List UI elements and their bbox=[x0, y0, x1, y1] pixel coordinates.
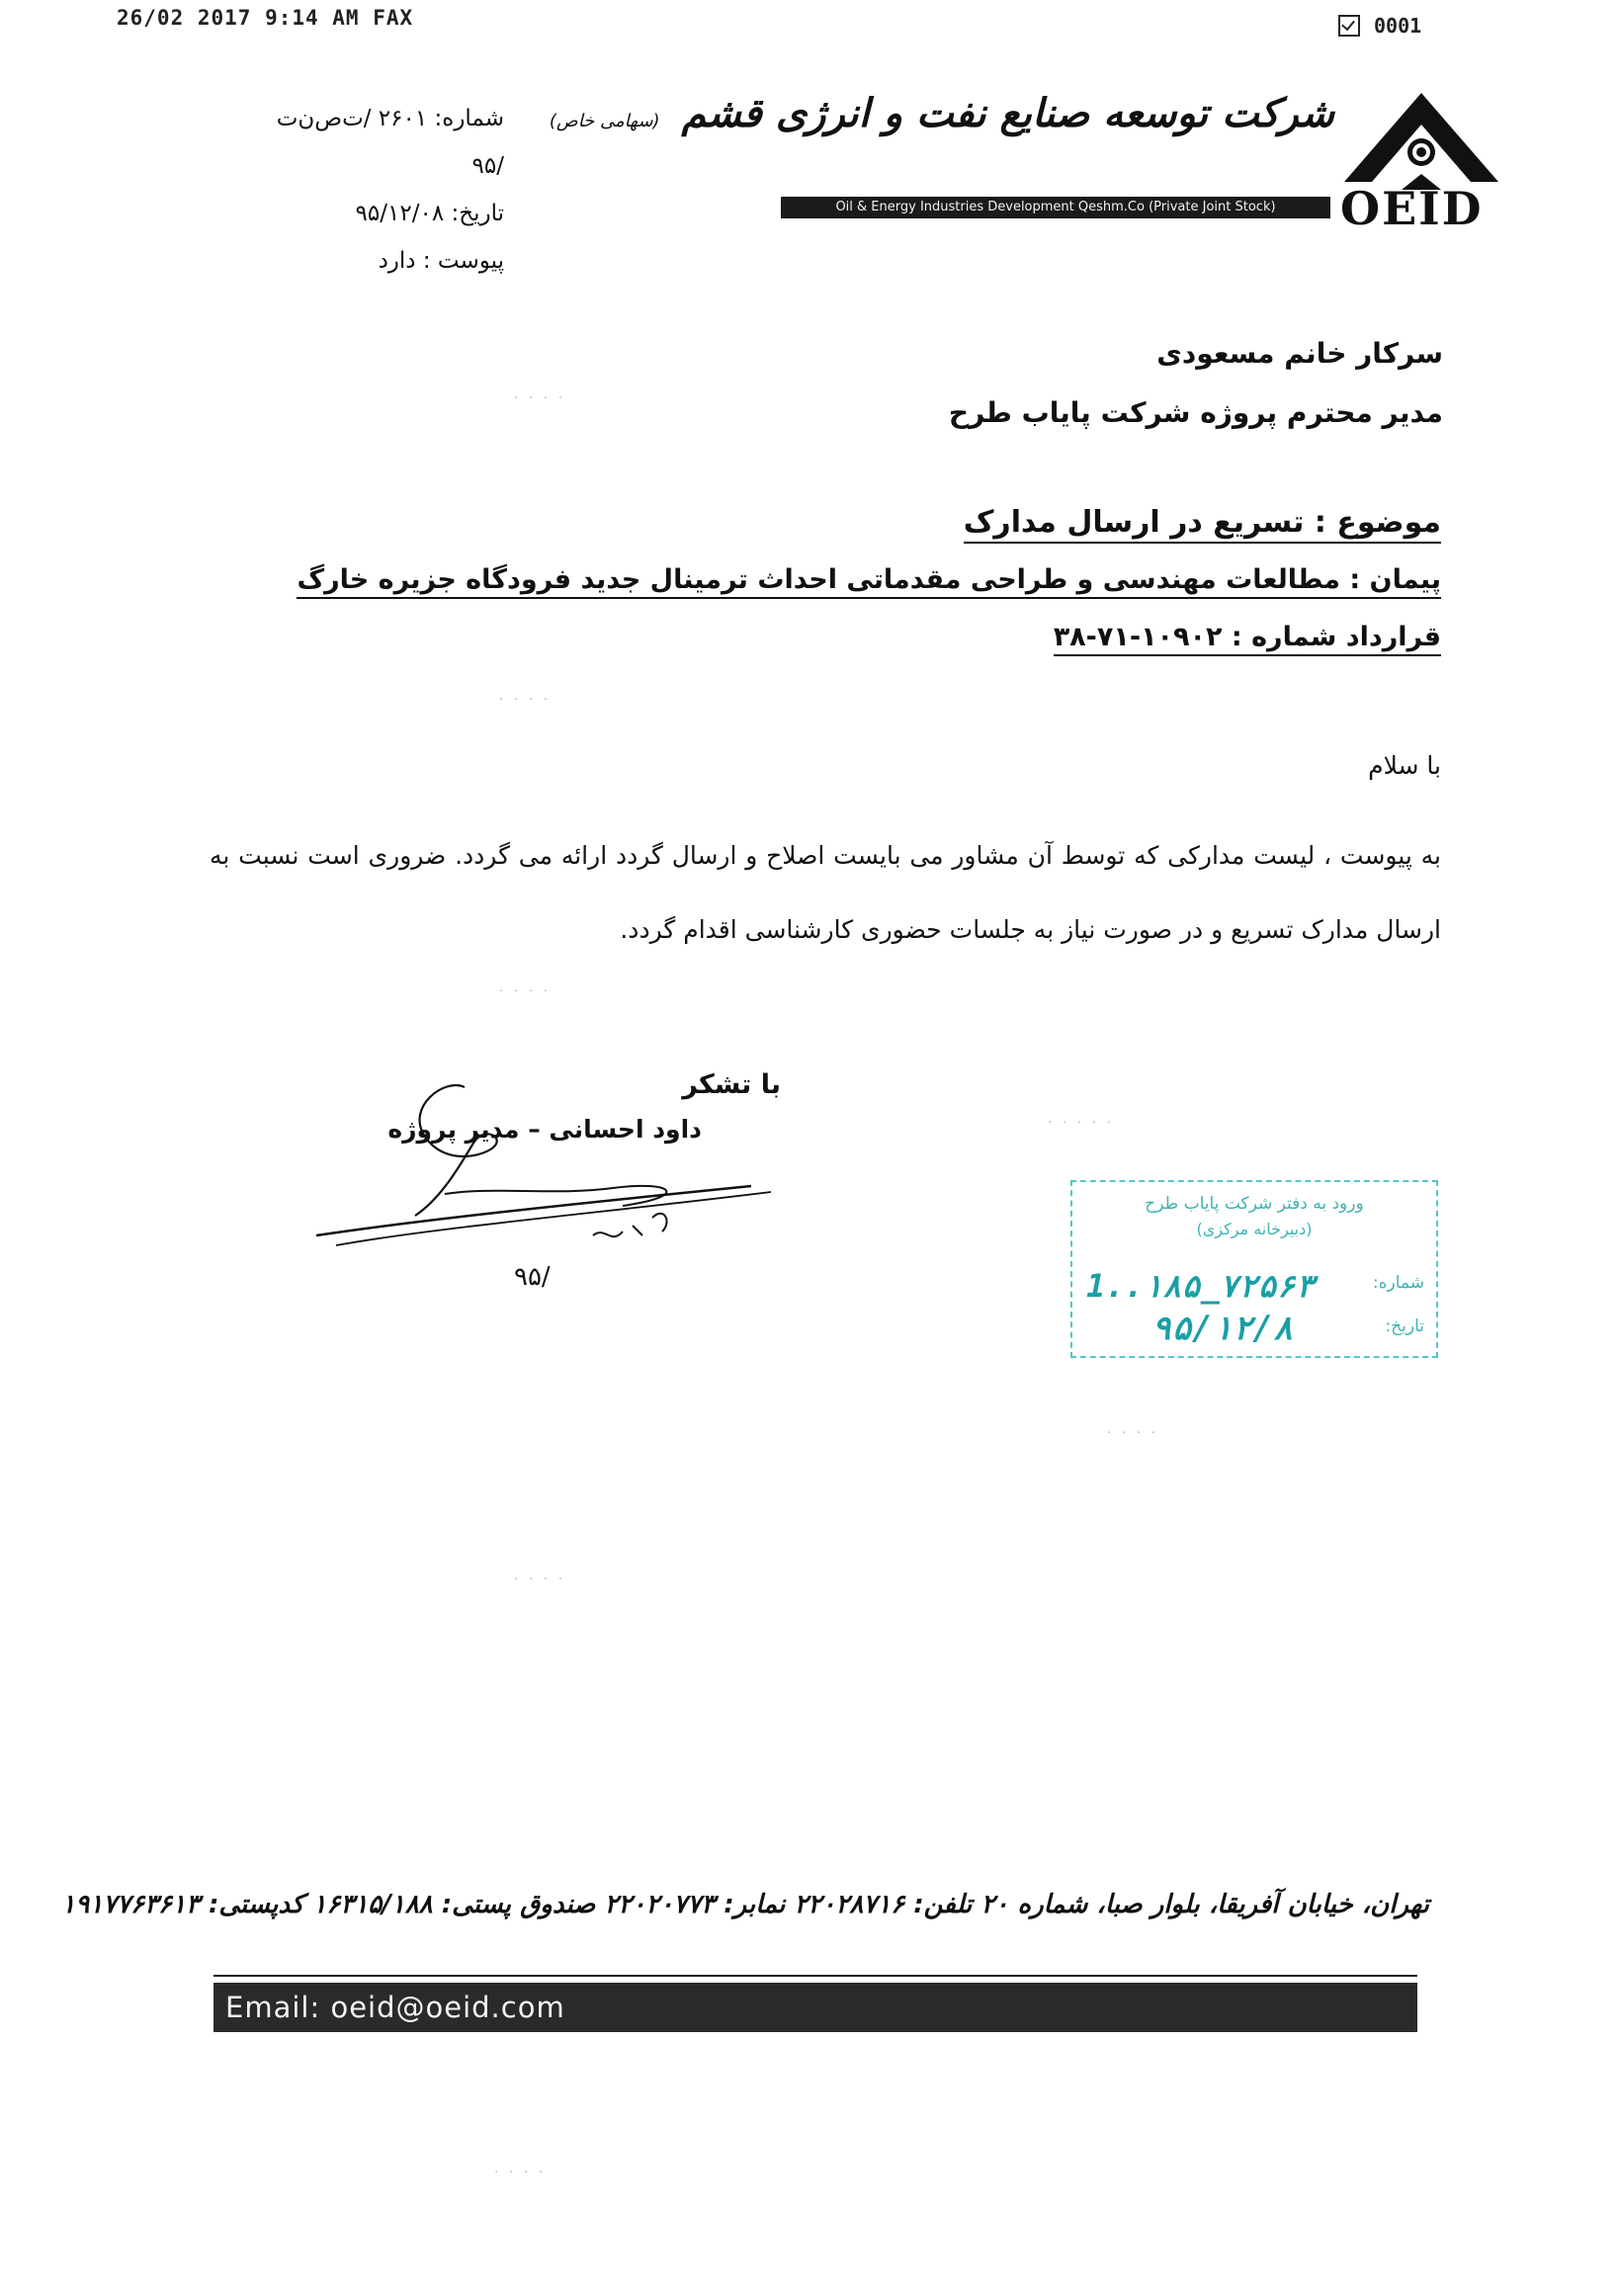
footer-address: تهران، خیابان آفریقا، بلوار صبا، شماره ۲۰ تلفن: ۲۲۰۲۸۷۱۶ نمابر: ۲۲۰۲۰۷۷۳ صندوق پستی: ۱۶۳۱۵/۱۸۸ کدپستی: ۱۹۱۷۷۶۳۶۱۳ bbox=[61, 1890, 1429, 1919]
footer-email-bar bbox=[213, 1983, 1417, 2032]
fax-page-number bbox=[1338, 14, 1421, 38]
scan-noise: · · · · bbox=[514, 1572, 566, 1587]
scan-noise: · · · · bbox=[499, 692, 552, 708]
stamp-number-value: 1..۱۸۵_۷۲۵۶۳ bbox=[1086, 1267, 1316, 1305]
signatory: داود احسانی – مدیر پروژه bbox=[387, 1115, 702, 1144]
company-name-fa-text: شرکت توسعه صنایع نفت و انرژی قشم bbox=[681, 91, 1334, 136]
page-number-text: 0001 bbox=[1374, 14, 1422, 38]
footer-email: Email: oeid@oeid.com bbox=[225, 1991, 565, 2024]
company-name-fa bbox=[549, 91, 1334, 136]
letter-date: تاریخ: ۹۵/۱۲/۰۸ bbox=[355, 201, 504, 226]
footer-divider bbox=[213, 1975, 1417, 1977]
subject-line: موضوع : تسریع در ارسال مدارک bbox=[964, 505, 1441, 544]
contract-title: پیمان : مطالعات مهندسی و طراحی مقدماتی احداث ترمینال جدید فرودگاه جزیره خارگ bbox=[297, 564, 1441, 599]
stamp-title: ورود به دفتر شرکت پایاب طرح bbox=[1145, 1194, 1364, 1214]
fax-header: 26/02 2017 9:14 AM FAX bbox=[117, 6, 414, 30]
scan-noise: · · · · bbox=[1107, 1425, 1159, 1441]
contract-number: قرارداد شماره : ۱۰۹۰۲-۷۱-۳۸ bbox=[1054, 622, 1441, 656]
addressee-name: سرکار خانم مسعودی bbox=[1156, 337, 1443, 370]
stamp-subtitle: (دبیرخانه مرکزی) bbox=[1196, 1220, 1313, 1238]
letter-attachment: پیوست : دارد bbox=[378, 248, 504, 274]
letter-meta bbox=[267, 95, 504, 285]
checkbox-icon bbox=[1338, 15, 1360, 37]
registration-stamp bbox=[1070, 1180, 1438, 1358]
stamp-date-label: تاریخ: bbox=[1385, 1317, 1424, 1336]
stamp-number-label: شماره: bbox=[1372, 1273, 1424, 1293]
scan-noise: · · · · bbox=[499, 983, 552, 999]
company-type-fa: (سهامی خاص) bbox=[549, 111, 660, 131]
scan-noise: · · · · bbox=[494, 2165, 547, 2180]
addressee bbox=[692, 324, 1443, 443]
body-paragraph: به پیوست ، لیست مدارکی که توسط آن مشاور می بایست اصلاح و ارسال گردد ارائه می گردد. ضروری است نسبت به ارسال مدارک تسریع و در صورت نیاز به جلسات حضوری کارشناسی اقدام گردد. bbox=[210, 841, 1441, 944]
addressee-title: مدیر محترم پروژه شرکت پایاب طرح bbox=[948, 396, 1443, 429]
closing: با تشکر bbox=[682, 1069, 781, 1100]
scan-noise: · · · · · bbox=[1048, 1115, 1115, 1131]
company-abbreviation: OEID bbox=[1340, 182, 1484, 235]
letter-number: شماره: ۲۶۰۱ /ت‌ص‌ن‌ت /۹۵ bbox=[276, 106, 504, 179]
greeting: با سلام bbox=[1368, 751, 1441, 780]
handwritten-signature bbox=[297, 1048, 810, 1315]
handwritten-date: ۹۵/ bbox=[514, 1262, 551, 1292]
company-name-en: Oil & Energy Industries Development Qeshm.Co (Private Joint Stock) bbox=[781, 197, 1330, 218]
stamp-date-value: ۹۵/۱۲/۸ bbox=[1151, 1309, 1294, 1348]
scan-noise: · · · · bbox=[514, 390, 566, 406]
subject-block bbox=[297, 494, 1441, 666]
